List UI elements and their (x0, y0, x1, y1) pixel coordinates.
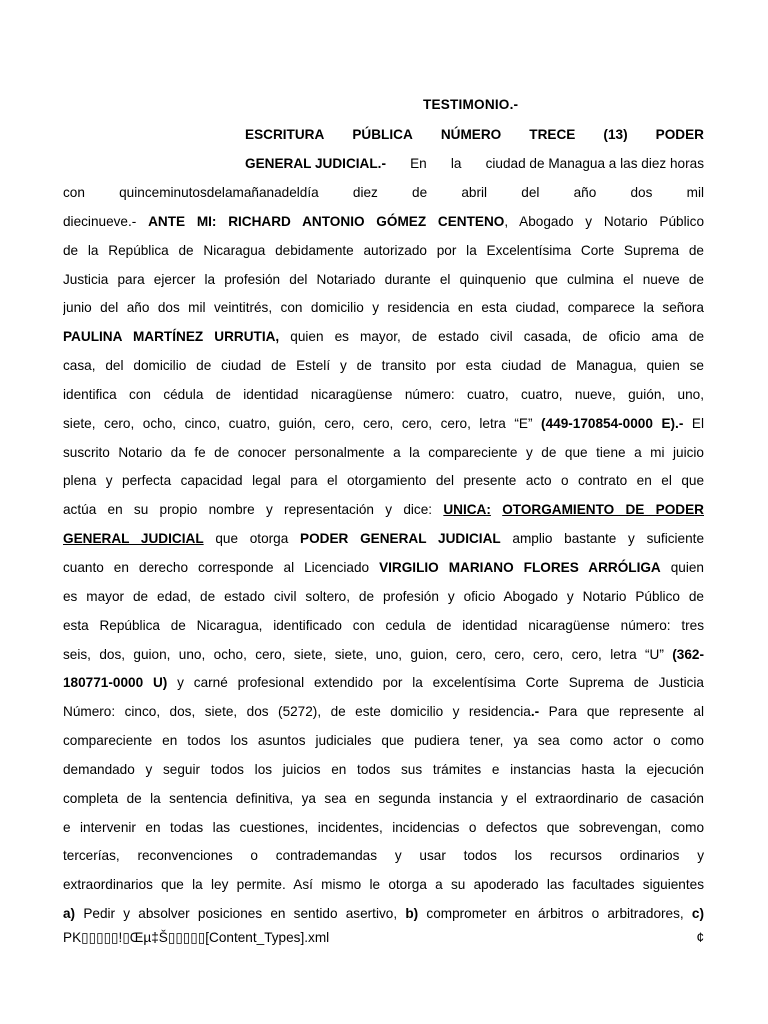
text-run: compareciente en todos los asuntos judiciales que pudiera tener, ya sea como actor o como (63, 733, 704, 749)
text-line (63, 559, 704, 588)
text-run: diecinueve.- (63, 213, 149, 229)
bold-text-run: ANTE MI: RICHARD ANTONIO GÓMEZ CENTENO (148, 213, 505, 229)
text-run (491, 502, 502, 517)
text-run: esta República de Nicaragua, identificado con cedula de identidad nicaragüense número: tres (63, 617, 704, 633)
text-line (63, 415, 704, 444)
text-run: junio del año dos mil veintitrés, con domicilio y residencia en esta ciudad, comparece la señora (63, 300, 704, 316)
bold-text-run: PODER GENERAL JUDICIAL (300, 531, 501, 547)
bold-text-run: PAULINA MARTÍNEZ URRUTIA, (63, 329, 280, 345)
text-run: de la República de Nicaragua debidamente autorizado por la Excelentísima Corte Suprema de (63, 242, 704, 258)
text-run: con quince (63, 185, 160, 200)
text-run: comprometer en árbitros o arbitradores, (418, 906, 692, 922)
bold-text-run: (362- (672, 646, 704, 662)
bold-text-run: OTORGAMIENTO DE PODER (502, 502, 704, 518)
deed-heading-word: NÚMERO (440, 127, 502, 142)
text-run: mañana (232, 185, 282, 200)
text-run: , Abogado y Notario Público (504, 213, 704, 229)
bold-text-run: c) (691, 906, 704, 922)
text-run: extraordinarios que la ley permite. Así mismo le otorga a su apoderado las facultades siguientes (63, 877, 704, 893)
text-run: minutos (159, 185, 207, 200)
deed-heading-line-2 (245, 155, 704, 184)
text-line (63, 444, 704, 473)
document-body (63, 184, 704, 934)
footer-symbol: ¢ (696, 930, 704, 945)
text-line (63, 184, 704, 213)
text-line (63, 588, 704, 617)
document-title: TESTIMONIO.- (423, 97, 519, 112)
text-line (63, 530, 704, 559)
deed-heading-line-1 (245, 126, 704, 155)
text-line (63, 501, 704, 530)
text-run: la (221, 185, 233, 200)
text-line (63, 357, 704, 386)
text-run: del (281, 185, 300, 200)
text-line (63, 819, 704, 848)
document-footer (63, 929, 704, 946)
text-run: que otorga (203, 531, 301, 547)
text-line (63, 242, 704, 271)
text-line (63, 732, 704, 761)
bold-text-run: 180771-0000 U) (63, 675, 168, 691)
text-run: demandado y seguir todos los juicios en todos sus trámites e instancias hasta la ejecución (63, 761, 704, 777)
bold-text-run: (449-170854-0000 E).- (541, 415, 684, 431)
bold-text-run: .- (530, 704, 540, 720)
deed-heading-bold: GENERAL JUDICIAL.- (245, 156, 386, 171)
footer-garbled-text: PK▯▯▯▯▯!▯Œµ‡Š▯▯▯▯▯[Content_Types].xml (63, 930, 330, 945)
deed-heading-word: ESCRITURA (245, 127, 325, 142)
text-line (63, 703, 704, 732)
text-run: El (683, 415, 704, 431)
text-line (63, 213, 704, 242)
bold-text-run: UNICA: (443, 502, 491, 518)
bold-text-run: a) (63, 906, 76, 922)
text-run: siete, cero, ocho, cinco, cuatro, guión, cero, cero, cero, cero, letra “E” (63, 415, 542, 431)
text-run: plena y perfecta capacidad legal para el otorgamiento del presente acto o contrato en el que (63, 473, 704, 489)
text-run: Justicia para ejercer la profesión del Notariado durante el quinquenio que culmina el nueve de (63, 271, 704, 287)
text-run: amplio bastante y suficiente (500, 531, 704, 547)
text-line (63, 646, 704, 675)
text-run: de (206, 185, 222, 200)
text-run: es mayor de edad, de estado civil soltero, de profesión y oficio Abogado y Notario Público de (63, 588, 704, 604)
text-run: cuanto en derecho corresponde al Licenciado (63, 559, 380, 575)
bold-text-run: GENERAL JUDICIAL (63, 531, 204, 547)
text-line (63, 271, 704, 300)
text-run: seis, dos, guion, uno, ocho, cero, siete, siete, uno, guion, cero, cero, cero, cero, letra “U” (63, 646, 673, 662)
text-line (63, 472, 704, 501)
deed-heading-word: (13) (603, 127, 628, 142)
text-line (63, 328, 704, 357)
text-line (63, 790, 704, 819)
deed-heading (245, 126, 704, 184)
text-line (63, 761, 704, 790)
bold-text-run: VIRGILIO MARIANO FLORES ARRÓLIGA (379, 559, 661, 575)
text-run: quien (660, 559, 704, 575)
text-line (63, 299, 704, 328)
text-line (63, 617, 704, 646)
deed-heading-word: la (450, 156, 462, 171)
deed-heading-word: TRECE (529, 127, 576, 142)
text-run: Para que represente al (539, 704, 704, 720)
text-line (63, 674, 704, 703)
text-run: Pedir y absolver posiciones en sentido asertivo, (75, 906, 406, 922)
text-line (63, 876, 704, 905)
deed-heading-word: PÚBLICA (352, 127, 413, 142)
text-run: identifica con cédula de identidad nicaragüense número: cuatro, cuatro, nueve, guión, uno, (63, 386, 704, 402)
deed-heading-word: ciudad de Managua a las diez horas (485, 156, 704, 171)
text-run: completa de la sentencia definitiva, ya sea en segunda instancia y el extraordinario de casación (63, 790, 704, 806)
text-line (63, 847, 704, 876)
deed-heading-word: En (410, 156, 427, 171)
text-run: y carné profesional extendido por la excelentísima Corte Suprema de Justicia (167, 675, 704, 691)
text-run: actúa en su propio nombre y representación y dice: (63, 502, 444, 518)
text-run: día diez de abril del año dos mil (299, 185, 704, 200)
text-line (63, 386, 704, 415)
text-run: suscrito Notario da fe de conocer personalmente a la compareciente y de que tiene a mi juicio (63, 444, 704, 460)
bold-text-run: b) (405, 906, 419, 922)
text-run: quien es mayor, de estado civil casada, de oficio ama de (279, 329, 704, 345)
deed-heading-word: PODER (655, 127, 704, 142)
text-run: tercerías, reconvenciones o contrademandas y usar todos los recursos ordinarios y (63, 848, 704, 864)
text-run: Número: cinco, dos, siete, dos (5272), de este domicilio y residencia (63, 704, 531, 720)
text-run: e intervenir en todas las cuestiones, incidentes, incidencias o defectos que sobrevengan, como (63, 819, 704, 835)
text-run: casa, del domicilio de ciudad de Estelí y de transito por esta ciudad de Managua, quien se (63, 358, 704, 374)
